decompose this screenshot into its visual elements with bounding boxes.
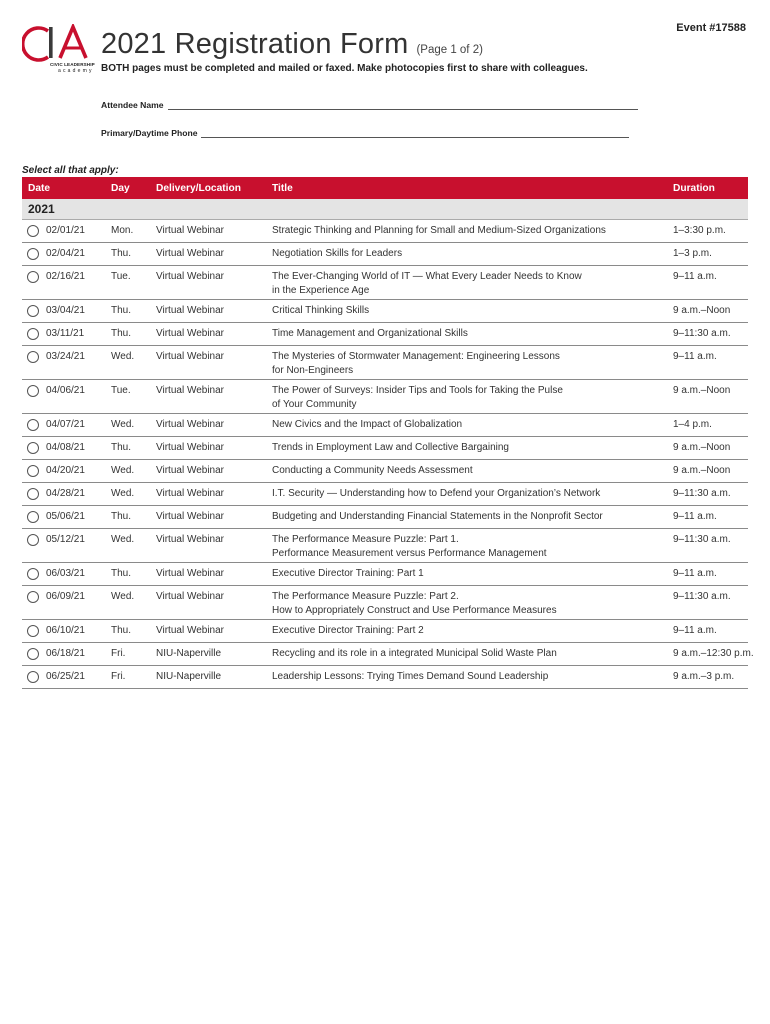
- row-duration: 9–11:30 a.m.: [673, 534, 731, 545]
- row-delivery: Virtual Webinar: [156, 271, 224, 282]
- row-title: New Civics and the Impact of Globalization: [272, 419, 463, 430]
- row-day: Wed.: [111, 488, 135, 499]
- row-duration: 9–11 a.m.: [673, 271, 717, 282]
- select-radio[interactable]: [27, 385, 39, 397]
- row-day: Wed.: [111, 351, 135, 362]
- row-duration: 9–11 a.m.: [673, 568, 717, 579]
- row-title: Negotiation Skills for Leaders: [272, 248, 403, 259]
- select-radio[interactable]: [27, 419, 39, 431]
- row-delivery: Virtual Webinar: [156, 442, 224, 453]
- row-day: Wed.: [111, 534, 135, 545]
- row-day: Thu.: [111, 442, 132, 453]
- table-body: [22, 220, 754, 689]
- row-date: 04/06/21: [46, 385, 85, 396]
- row-day: Tue.: [111, 385, 131, 396]
- select-radio[interactable]: [27, 465, 39, 477]
- row-title: The Power of Surveys: Insider Tips and Tools for Taking the Pulse: [272, 385, 563, 396]
- table-row: [22, 346, 748, 380]
- select-radio[interactable]: [27, 328, 39, 340]
- row-delivery: NIU-Naperville: [156, 648, 222, 659]
- row-day: Thu.: [111, 305, 132, 316]
- row-delivery: Virtual Webinar: [156, 351, 224, 362]
- table-row: [22, 323, 748, 346]
- header-duration: Duration: [673, 183, 715, 194]
- table-row: [22, 266, 748, 300]
- row-delivery: Virtual Webinar: [156, 568, 224, 579]
- header-date: Date: [28, 183, 51, 194]
- row-duration: 1–3:30 p.m.: [673, 225, 726, 236]
- select-radio[interactable]: [27, 248, 39, 260]
- select-radio[interactable]: [27, 671, 39, 683]
- header-delivery: Delivery/Location: [156, 183, 241, 194]
- row-title: Recycling and its role in a integrated Municipal Solid Waste Plan: [272, 648, 557, 659]
- select-radio[interactable]: [27, 271, 39, 283]
- table-row: [22, 666, 748, 689]
- row-title: I.T. Security — Understanding how to Defend your Organization’s Network: [272, 488, 601, 499]
- select-radio[interactable]: [27, 568, 39, 580]
- select-radio[interactable]: [27, 534, 39, 546]
- row-delivery: Virtual Webinar: [156, 511, 224, 522]
- phone-field[interactable]: [101, 128, 629, 138]
- row-day: Thu.: [111, 568, 132, 579]
- row-delivery: NIU-Naperville: [156, 671, 222, 682]
- row-duration: 9 a.m.–Noon: [673, 385, 731, 396]
- table-row: [22, 437, 748, 460]
- row-day: Thu.: [111, 328, 132, 339]
- year-label: 2021: [28, 202, 55, 216]
- row-duration: 9–11 a.m.: [673, 351, 717, 362]
- row-date: 02/04/21: [46, 248, 85, 259]
- row-delivery: Virtual Webinar: [156, 419, 224, 430]
- row-date: 05/12/21: [46, 534, 85, 545]
- table-row: [22, 506, 748, 529]
- row-title: Executive Director Training: Part 2: [272, 625, 424, 636]
- select-radio[interactable]: [27, 305, 39, 317]
- instruction-text: BOTH pages must be completed and mailed or faxed. Make photocopies first to share with colleagues.: [101, 63, 588, 74]
- row-title: The Ever-Changing World of IT — What Every Leader Needs to Know: [272, 271, 582, 282]
- row-duration: 9–11:30 a.m.: [673, 328, 731, 339]
- row-date: 04/08/21: [46, 442, 85, 453]
- row-title: The Performance Measure Puzzle: Part 2.: [272, 591, 459, 602]
- select-radio[interactable]: [27, 511, 39, 523]
- row-title: Conducting a Community Needs Assessment: [272, 465, 473, 476]
- row-delivery: Virtual Webinar: [156, 591, 224, 602]
- row-title-line2: in the Experience Age: [272, 285, 370, 296]
- row-delivery: Virtual Webinar: [156, 225, 224, 236]
- year-row: [22, 199, 748, 220]
- row-delivery: Virtual Webinar: [156, 465, 224, 476]
- row-day: Fri.: [111, 671, 126, 682]
- select-radio[interactable]: [27, 591, 39, 603]
- row-date: 03/24/21: [46, 351, 85, 362]
- header-title: Title: [272, 183, 293, 194]
- row-day: Wed.: [111, 591, 135, 602]
- row-duration: 9–11 a.m.: [673, 511, 717, 522]
- row-date: 04/07/21: [46, 419, 85, 430]
- select-radio[interactable]: [27, 648, 39, 660]
- cla-logo-icon: [22, 24, 94, 64]
- row-delivery: Virtual Webinar: [156, 534, 224, 545]
- row-title: Leadership Lessons: Trying Times Demand Sound Leadership: [272, 671, 549, 682]
- row-title: Time Management and Organizational Skills: [272, 328, 468, 339]
- row-delivery: Virtual Webinar: [156, 248, 224, 259]
- phone-input-line[interactable]: [201, 128, 629, 138]
- row-duration: 9 a.m.–Noon: [673, 442, 731, 453]
- table-row: [22, 460, 748, 483]
- select-radio[interactable]: [27, 442, 39, 454]
- table-row: [22, 414, 748, 437]
- phone-label: Primary/Daytime Phone: [101, 128, 198, 138]
- row-date: 02/16/21: [46, 271, 85, 282]
- table-row: [22, 620, 748, 643]
- select-radio[interactable]: [27, 225, 39, 237]
- attendee-name-field[interactable]: [101, 100, 638, 110]
- page-indicator: (Page 1 of 2): [416, 44, 483, 56]
- row-date: 06/25/21: [46, 671, 85, 682]
- select-radio[interactable]: [27, 351, 39, 363]
- header-day: Day: [111, 183, 130, 194]
- row-day: Thu.: [111, 511, 132, 522]
- table-row: [22, 586, 748, 620]
- cla-logo: [22, 24, 94, 76]
- row-day: Mon.: [111, 225, 134, 236]
- row-date: 04/20/21: [46, 465, 85, 476]
- row-duration: 1–3 p.m.: [673, 248, 712, 259]
- table-row: [22, 220, 748, 243]
- row-delivery: Virtual Webinar: [156, 385, 224, 396]
- row-title-line2: How to Appropriately Construct and Use Performance Measures: [272, 605, 557, 616]
- row-date: 03/04/21: [46, 305, 85, 316]
- row-duration: 9–11:30 a.m.: [673, 591, 731, 602]
- sessions-table: [22, 177, 754, 689]
- event-number: Event #17588: [676, 22, 746, 34]
- row-date: 03/11/21: [46, 328, 85, 339]
- row-day: Fri.: [111, 648, 126, 659]
- row-title: Executive Director Training: Part 1: [272, 568, 424, 579]
- table-row: [22, 483, 748, 506]
- table-row: [22, 380, 748, 414]
- row-duration: 9–11 a.m.: [673, 625, 717, 636]
- row-delivery: Virtual Webinar: [156, 328, 224, 339]
- row-date: 06/10/21: [46, 625, 85, 636]
- row-duration: 9 a.m.–Noon: [673, 465, 731, 476]
- table-row: [22, 243, 748, 266]
- table-row: [22, 643, 754, 666]
- form-title-row: [101, 28, 483, 61]
- row-date: 06/18/21: [46, 648, 85, 659]
- row-title: Trends in Employment Law and Collective Bargaining: [272, 442, 509, 453]
- row-date: 04/28/21: [46, 488, 85, 499]
- row-delivery: Virtual Webinar: [156, 488, 224, 499]
- row-title: Critical Thinking Skills: [272, 305, 370, 316]
- row-day: Thu.: [111, 248, 132, 259]
- row-title-line2: Performance Measurement versus Performance Management: [272, 548, 547, 559]
- row-date: 05/06/21: [46, 511, 85, 522]
- row-day: Wed.: [111, 419, 135, 430]
- logo-text-line2: academy: [58, 68, 94, 74]
- row-duration: 1–4 p.m.: [673, 419, 712, 430]
- select-radio[interactable]: [27, 625, 39, 637]
- row-duration: 9–11:30 a.m.: [673, 488, 731, 499]
- row-title-line2: for Non-Engineers: [272, 365, 354, 376]
- attendee-name-label: Attendee Name: [101, 100, 164, 110]
- row-duration: 9 a.m.–12:30 p.m.: [673, 648, 754, 659]
- row-title: The Performance Measure Puzzle: Part 1.: [272, 534, 459, 545]
- table-row: [22, 563, 748, 586]
- row-delivery: Virtual Webinar: [156, 625, 224, 636]
- row-delivery: Virtual Webinar: [156, 305, 224, 316]
- select-radio[interactable]: [27, 488, 39, 500]
- row-duration: 9 a.m.–3 p.m.: [673, 671, 735, 682]
- table-row: [22, 529, 748, 563]
- row-title: The Mysteries of Stormwater Management: Engineering Lessons: [272, 351, 560, 362]
- row-day: Tue.: [111, 271, 131, 282]
- row-day: Thu.: [111, 625, 132, 636]
- table-row: [22, 300, 748, 323]
- row-date: 02/01/21: [46, 225, 85, 236]
- table-header: [22, 177, 748, 199]
- row-day: Wed.: [111, 465, 135, 476]
- select-instruction: Select all that apply:: [22, 165, 119, 176]
- row-duration: 9 a.m.–Noon: [673, 305, 731, 316]
- attendee-name-input-line[interactable]: [168, 100, 638, 110]
- row-date: 06/03/21: [46, 568, 85, 579]
- row-date: 06/09/21: [46, 591, 85, 602]
- row-title-line2: of Your Community: [272, 399, 357, 410]
- logo-text-line1: CIVIC LEADERSHIP: [50, 62, 95, 67]
- form-title: 2021 Registration Form: [101, 28, 409, 60]
- row-title: Strategic Thinking and Planning for Small and Medium-Sized Organizations: [272, 225, 606, 236]
- row-title: Budgeting and Understanding Financial Statements in the Nonprofit Sector: [272, 511, 603, 522]
